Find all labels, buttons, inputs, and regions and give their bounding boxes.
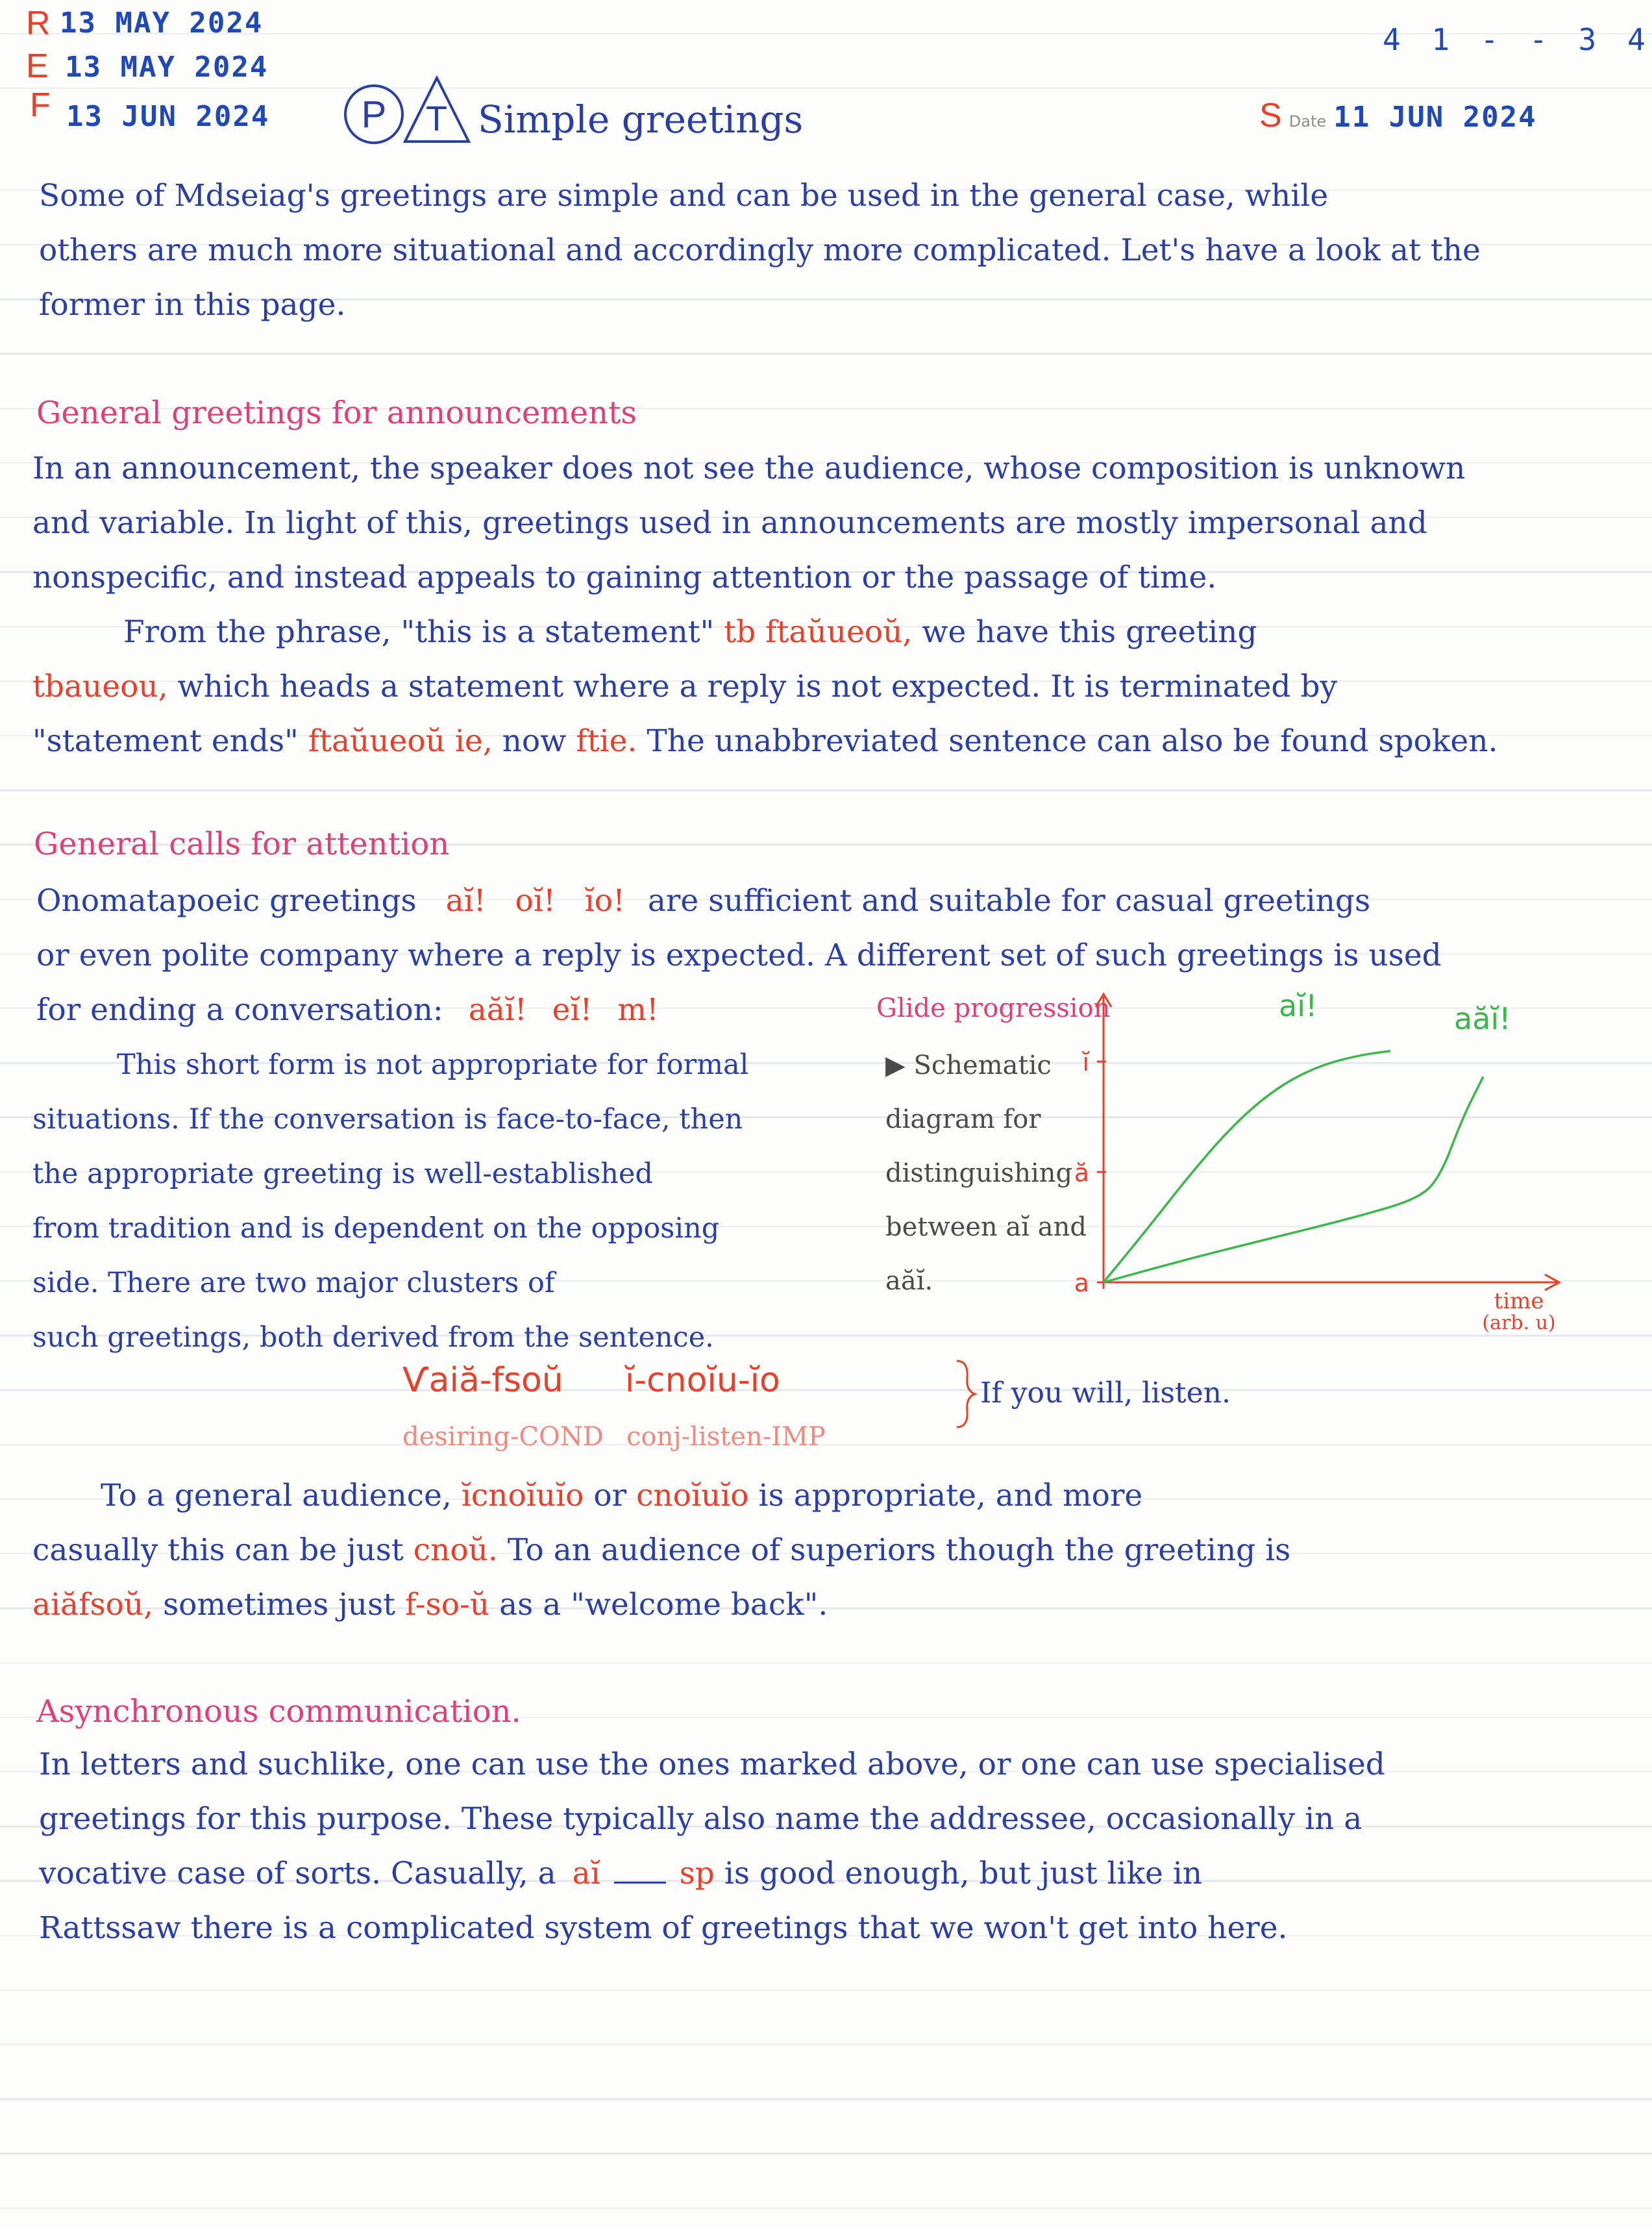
brace-icon: [953, 1358, 979, 1430]
s2-left-line-4: from tradition and is dependent on the opposing: [32, 1212, 720, 1245]
ending-ei: eĭ!: [552, 992, 593, 1028]
caption-line-2: diagram for: [885, 1104, 1041, 1134]
s1-line-3: nonspecific, and instead appeals to gaining attention or the passage of time.: [32, 560, 1217, 595]
example-sentence: [402, 1361, 780, 1400]
gloss-part-1: desiring-COND: [402, 1422, 604, 1452]
chart-svg: [876, 980, 1558, 1357]
intro-line-1: Some of Mdseiag's greetings are simple and can be used in the general case, while: [39, 178, 1329, 214]
s2-line-2: or even polite company where a reply is expected. A different set of such greetings is used: [36, 938, 1442, 973]
sentence-translation: If you will, listen.: [980, 1376, 1231, 1410]
s2-left-line-5: side. There are two major clusters of: [32, 1267, 555, 1299]
s1-line-6-mid: now: [502, 723, 567, 759]
page-number: 4 1 - - 3 4: [1383, 22, 1652, 57]
greeting-word: tbaueou,: [32, 669, 168, 704]
s1-line-5-post: which heads a statement where a reply is not expected. It is terminated by: [177, 669, 1338, 704]
gloss-part-2: conj-listen-IMP: [626, 1422, 826, 1452]
date-stamp: [1259, 96, 1537, 135]
section-heading-attention: General calls for attention: [34, 826, 450, 862]
ref-date-2: 13 MAY 2024: [65, 51, 269, 84]
section-3-body: [39, 1737, 1551, 1956]
series-label-1: aĭ!: [1279, 988, 1318, 1023]
s3-line-1: In letters and suchlike, one can use the ones marked above, or one can use specialised: [39, 1747, 1385, 1782]
ref-date-1: 13 MAY 2024: [60, 6, 264, 40]
s1-line-4-pre: From the phrase, "this is a statement": [123, 614, 715, 650]
s3-line-3: vocative case of sorts. Casually, a aĭ sp is good enough, but just like in: [39, 1856, 1203, 1891]
x-axis-unit: (arb. u): [1482, 1312, 1556, 1334]
sentence-part-1: Ѵaiă-fsoŭ: [402, 1361, 563, 1400]
sentence-brace: [953, 1358, 979, 1432]
caption-line-1: ▶ Schematic: [885, 1051, 1052, 1080]
ending-aai: aăĭ!: [468, 992, 527, 1028]
s2-line-3-pre: for ending a conversation:: [36, 992, 443, 1028]
caption-line-3: distinguishing: [885, 1158, 1073, 1188]
intro-line-2: others are much more situational and accordingly more complicated. Let's have a look at the: [39, 232, 1481, 268]
chart-title: Glide progression: [876, 993, 1111, 1023]
s2-line-1-post: are sufficient and suitable for casual greetings: [647, 883, 1371, 919]
intro-line-3: former in this page.: [39, 287, 346, 323]
word-cnoiuio: cnoĭuĭo: [636, 1478, 749, 1513]
page-title: Simple greetings: [478, 97, 804, 142]
word-f-so-u: f-so-ŭ: [405, 1587, 490, 1623]
badge-t: [401, 74, 473, 145]
s1-line-6-pre: "statement ends": [32, 723, 299, 759]
s1-line-2: and variable. In light of this, greetings used in announcements are mostly impersonal and: [32, 505, 1427, 541]
series-line-2: [1103, 1077, 1483, 1282]
glide-chart: [876, 980, 1558, 1357]
badge-t-letter: T: [426, 99, 447, 138]
s2-left-line-3: the appropriate greeting is well-established: [32, 1158, 653, 1190]
s1-line-5: [32, 660, 1551, 714]
greeting-io: ĭo!: [584, 883, 625, 919]
ending-m: m!: [617, 992, 659, 1028]
series-label-2: aăĭ!: [1454, 1001, 1511, 1036]
s1-line-6: [32, 714, 1551, 769]
s-label: S: [1259, 97, 1282, 134]
s2-after-line-3: aiăfsoŭ, sometimes just f-so-ŭ as a "welcome back".: [32, 1587, 828, 1623]
greeting-ai-async: aĭ: [572, 1856, 600, 1891]
s2-after-line-2: casually this can be just cnoŭ. To an audience of superiors though the greeting is: [32, 1532, 1291, 1568]
s1-line-4: [32, 605, 1551, 660]
sentence-part-2: ĭ-cnoĭu-ĭo: [624, 1361, 780, 1400]
intro-paragraph: [39, 169, 1545, 332]
badge-p: P: [344, 84, 404, 144]
greeting-sp: sp: [679, 1856, 715, 1891]
ref-letter-e: E: [26, 47, 49, 85]
word-cnou: cnoŭ.: [413, 1532, 498, 1568]
greeting-ai: aĭ!: [445, 883, 486, 919]
blank-underline: [614, 1882, 666, 1884]
caption-line-4: between aĭ and: [885, 1212, 1087, 1242]
phrase-now: ftie.: [576, 723, 637, 759]
phrase-statement: tb ftaŭueoŭ,: [724, 614, 913, 650]
s3-line-2: greetings for this purpose. These typically also name the addressee, occasionally in a: [39, 1801, 1362, 1837]
section-heading-announcements: General greetings for announcements: [36, 395, 637, 431]
chart-series: [1103, 1051, 1483, 1282]
ref-letter-f: F: [30, 86, 51, 124]
ref-letter-r: R: [26, 5, 51, 42]
word-icnoiuio: ĭcnoĭuĭo: [461, 1478, 584, 1513]
s2-line-1: [36, 874, 1549, 928]
series-line-1: [1103, 1051, 1390, 1282]
sentence-gloss: [402, 1422, 826, 1452]
y-tick-label: ă: [1074, 1158, 1089, 1187]
ref-date-3: 13 JUN 2024: [66, 100, 270, 133]
s2-left-line-6: such greetings, both derived from the sentence.: [32, 1321, 714, 1354]
y-tick-label: ĭ: [1082, 1048, 1089, 1077]
phrase-ends: ftaŭueoŭ ie,: [308, 723, 493, 759]
s1-line-1: In an announcement, the speaker does not see the audience, whose composition is unknown: [32, 451, 1466, 486]
s1-line-6-post: The unabbreviated sentence can also be found spoken.: [647, 723, 1498, 759]
y-tick-label: a: [1074, 1269, 1089, 1297]
chart-axes: [1096, 994, 1559, 1290]
greeting-oi: oĭ!: [515, 883, 556, 919]
section-1-body: [32, 442, 1551, 769]
section-heading-async: Asynchronous communication.: [36, 1693, 521, 1730]
section-2-left-column: [32, 1038, 863, 1365]
date-label: Date: [1288, 112, 1327, 131]
x-axis-label: time: [1494, 1288, 1544, 1314]
s3-line-4: Rattssaw there is a complicated system of greetings that we won't get into here.: [39, 1910, 1288, 1946]
s1-line-4-post: we have this greeting: [922, 614, 1257, 650]
s2-left-line-1: This short form is not appropriate for formal: [117, 1049, 749, 1081]
s2-after-line-1: To a general audience, ĭcnoĭuĭo or cnoĭuĭo is appropriate, and more: [100, 1478, 1143, 1513]
s2-line-1-pre: Onomatapoeic greetings: [36, 883, 417, 919]
caption-line-5: aăĭ.: [885, 1266, 933, 1296]
word-aiafsou: aiăfsoŭ,: [32, 1587, 154, 1623]
s2-left-line-2: situations. If the conversation is face-to-face, then: [32, 1103, 743, 1136]
date-value: 11 JUN 2024: [1333, 101, 1537, 134]
section-2-after: [32, 1469, 1551, 1632]
